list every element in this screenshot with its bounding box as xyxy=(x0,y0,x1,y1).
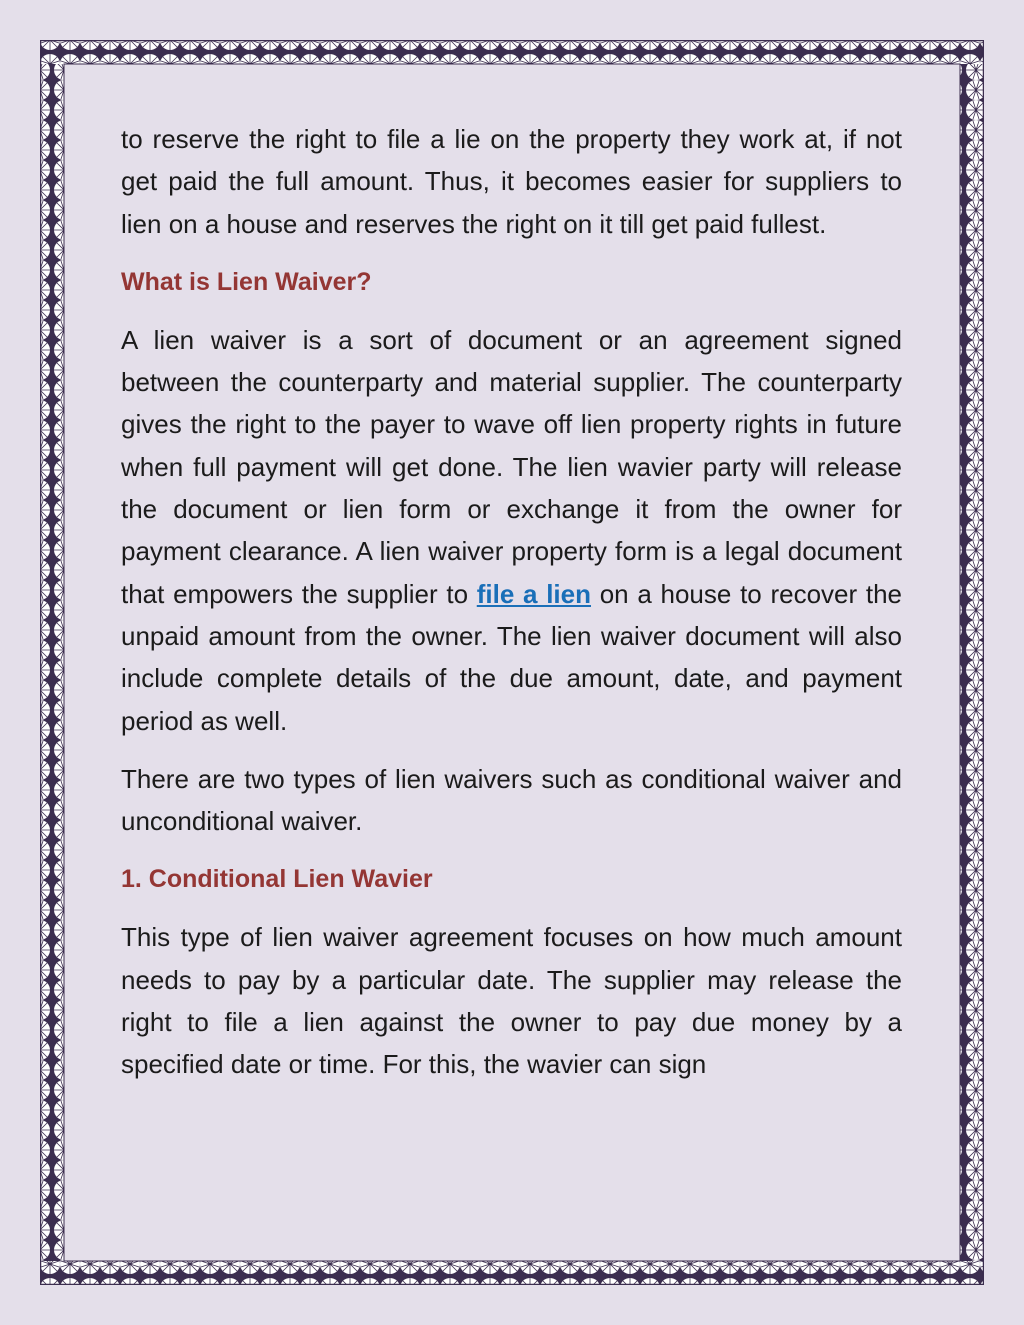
file-a-lien-link[interactable]: file a lien xyxy=(476,578,591,609)
paragraph-intro: to reserve the right to file a lie on the property they work at, if not get paid the full amount. Thus, it becomes easier for suppliers to lien on a house and reserves the right on it till get paid fullest. xyxy=(121,124,902,239)
paragraph-text-after-link: on a house to recover the unpaid amount from the owner. The lien waiver document will also include complete details of the due amount, date, and payment period as well. xyxy=(121,578,903,736)
paragraph-types-of-waivers: There are two types of lien waivers such as conditional waiver and unconditional waiver. xyxy=(121,763,902,837)
document-body xyxy=(121,118,902,1102)
paragraph-lien-waiver-definition xyxy=(121,319,902,742)
paragraph-conditional-description: This type of lien waiver agreement focuses on how much amount needs to pay by a particular date. The supplier may release the right to file a lien against the owner to pay due money by a specified date or time. For this, the wavier can sign xyxy=(121,922,902,1080)
paragraph-text-before-link: A lien waiver is a sort of document or an agreement signed between the counterparty and material supplier. The counterparty gives the right to the payer to wave off lien property rights in future when full payment will get done. The lien wavier party will release the document or lien form or exchange it from the owner for payment clearance. A lien waiver property form is a legal document that empowers the supplier to xyxy=(121,324,902,609)
heading-what-is-lien-waiver: What is Lien Waiver? xyxy=(121,267,372,296)
heading-conditional-lien-wavier: 1. Conditional Lien Wavier xyxy=(121,865,433,894)
